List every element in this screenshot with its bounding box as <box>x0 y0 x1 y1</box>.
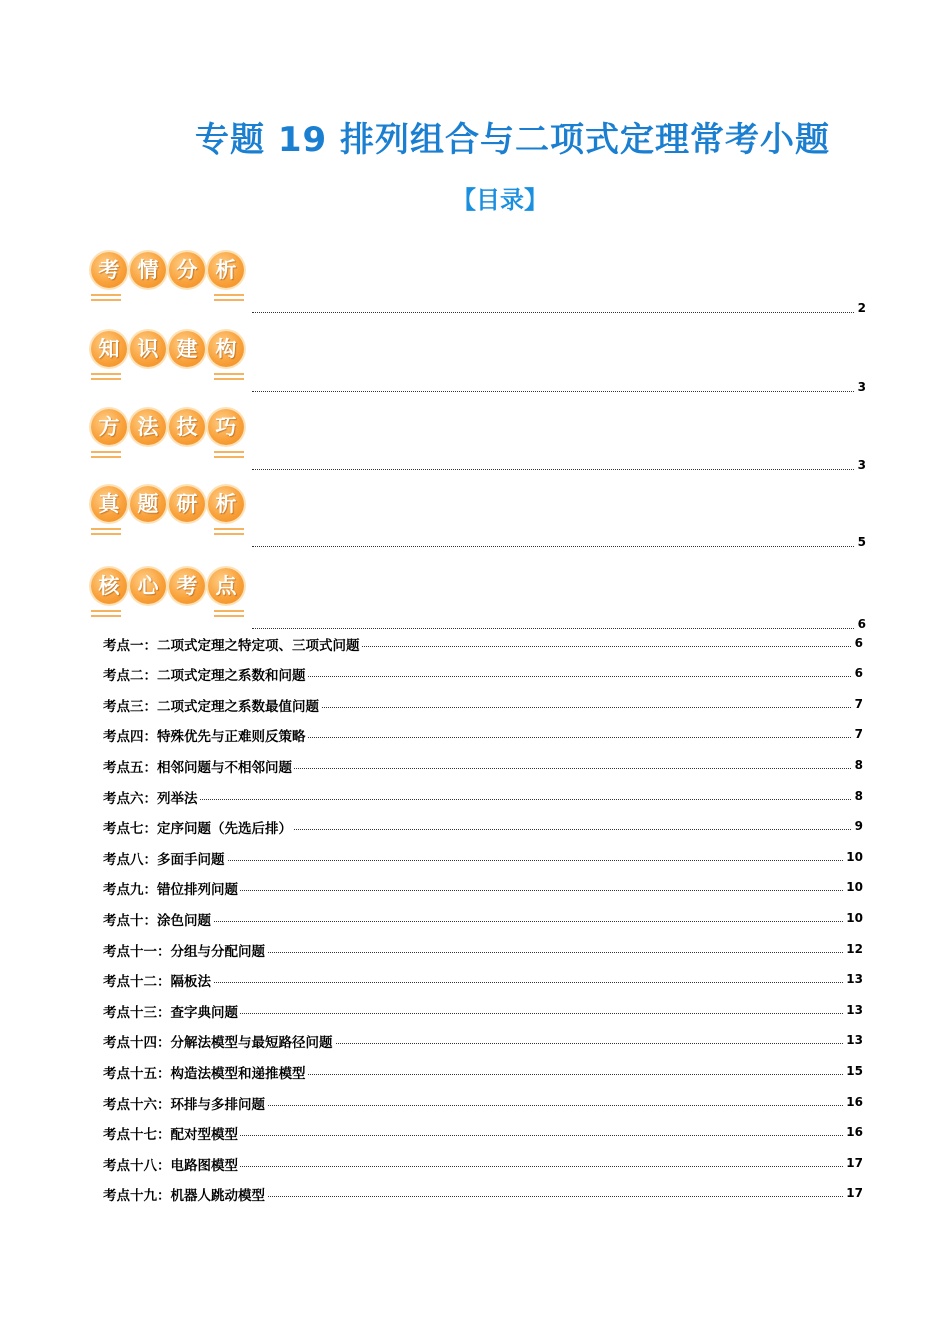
page-number: 17 <box>843 1156 863 1170</box>
badge-char: 考 <box>91 252 127 288</box>
page-number: 3 <box>855 458 866 472</box>
badge-char: 建 <box>169 331 205 367</box>
page-number: 7 <box>852 727 863 741</box>
badge-char: 知 <box>91 331 127 367</box>
toc-section-zhenti[interactable] <box>86 480 866 549</box>
badge-char: 分 <box>169 252 205 288</box>
badge-char: 研 <box>169 486 205 522</box>
badge-char: 法 <box>130 409 166 445</box>
entry-label: 考点十七：配对型模型 <box>103 1123 240 1143</box>
entry-label: 考点七：定序问题（先选后排） <box>103 817 294 837</box>
page-number: 16 <box>843 1095 863 1109</box>
badge-char: 核 <box>91 568 127 604</box>
badge-char: 析 <box>208 486 244 522</box>
entry-label: 考点十二：隔板法 <box>103 970 213 990</box>
dot-leader <box>252 377 866 392</box>
badge-decoration <box>91 373 121 380</box>
badge-decoration <box>214 610 244 617</box>
badge-char: 心 <box>130 568 166 604</box>
page-number: 6 <box>852 636 863 650</box>
page-number: 6 <box>852 666 863 680</box>
badge-decoration <box>91 294 121 301</box>
toc-entry[interactable] <box>103 970 863 988</box>
page-number: 12 <box>843 942 863 956</box>
entry-label: 考点十：涂色问题 <box>103 909 213 929</box>
toc-entry[interactable] <box>103 909 863 927</box>
toc-entry[interactable] <box>103 1184 863 1202</box>
entry-label: 考点十八：电路图模型 <box>103 1154 240 1174</box>
toc-entry[interactable] <box>103 1001 863 1019</box>
entry-label: 考点十五：构造法模型和递推模型 <box>103 1062 308 1082</box>
toc-entry[interactable] <box>103 848 863 866</box>
badge-decoration <box>91 451 121 458</box>
page-number: 7 <box>852 697 863 711</box>
toc-entry[interactable] <box>103 878 863 896</box>
badge-char: 识 <box>130 331 166 367</box>
badge-decoration <box>91 528 121 535</box>
dot-leader <box>103 799 863 800</box>
toc-section-hexin[interactable] <box>86 562 866 631</box>
toc-heading: 【目录】 <box>452 186 548 214</box>
section-badge-group <box>86 480 256 540</box>
page-number: 10 <box>843 880 863 894</box>
toc-entry[interactable] <box>103 1031 863 1049</box>
toc-entry[interactable] <box>103 1062 863 1080</box>
section-badge-group <box>86 403 256 463</box>
section-badge-group <box>86 562 256 622</box>
page-number: 16 <box>843 1125 863 1139</box>
toc-entry[interactable] <box>103 756 863 774</box>
page-number: 9 <box>852 819 863 833</box>
badge-decoration <box>214 373 244 380</box>
dot-leader <box>252 614 866 629</box>
toc-entry[interactable] <box>103 664 863 682</box>
entry-label: 考点五：相邻问题与不相邻问题 <box>103 756 294 776</box>
badge-char: 方 <box>91 409 127 445</box>
entry-label: 考点十一：分组与分配问题 <box>103 940 267 960</box>
toc-section-zhishi[interactable] <box>86 325 866 394</box>
page-number: 10 <box>843 850 863 864</box>
toc-section-kaoqing[interactable] <box>86 246 866 315</box>
toc-entry[interactable] <box>103 940 863 958</box>
toc-entry[interactable] <box>103 1123 863 1141</box>
badge-char: 巧 <box>208 409 244 445</box>
dot-leader <box>252 455 866 470</box>
badge-char: 考 <box>169 568 205 604</box>
toc-entry[interactable] <box>103 817 863 835</box>
toc-entry[interactable] <box>103 1154 863 1172</box>
entry-label: 考点三：二项式定理之系数最值问题 <box>103 695 321 715</box>
dot-leader <box>103 921 863 922</box>
badge-char: 真 <box>91 486 127 522</box>
entry-label: 考点八：多面手问题 <box>103 848 227 868</box>
page-number: 6 <box>855 617 866 631</box>
dot-leader <box>103 982 863 983</box>
badge-decoration <box>214 528 244 535</box>
entry-label: 考点十九：机器人跳动模型 <box>103 1184 267 1204</box>
page-number: 13 <box>843 972 863 986</box>
entry-label: 考点二：二项式定理之系数和问题 <box>103 664 308 684</box>
toc-entry[interactable] <box>103 787 863 805</box>
dot-leader <box>252 532 866 547</box>
entry-label: 考点九：错位排列问题 <box>103 878 240 898</box>
toc-entry[interactable] <box>103 634 863 652</box>
page-number: 2 <box>855 301 866 315</box>
entry-label: 考点六：列举法 <box>103 787 200 807</box>
badge-char: 情 <box>130 252 166 288</box>
page-number: 3 <box>855 380 866 394</box>
document-title: 专题 19 排列组合与二项式定理常考小题 <box>195 120 830 160</box>
badge-char: 技 <box>169 409 205 445</box>
badge-char: 题 <box>130 486 166 522</box>
entry-label: 考点一：二项式定理之特定项、三项式问题 <box>103 634 362 654</box>
toc-entry[interactable] <box>103 695 863 713</box>
badge-decoration <box>214 294 244 301</box>
entry-label: 考点十六：环排与多排问题 <box>103 1093 267 1113</box>
entry-label: 考点四：特殊优先与正难则反策略 <box>103 725 308 745</box>
badge-char: 析 <box>208 252 244 288</box>
entry-label: 考点十三：查字典问题 <box>103 1001 240 1021</box>
page-number: 5 <box>855 535 866 549</box>
toc-section-fangfa[interactable] <box>86 403 866 472</box>
page-number: 8 <box>852 789 863 803</box>
toc-entry[interactable] <box>103 1093 863 1111</box>
page-number: 10 <box>843 911 863 925</box>
page-number: 17 <box>843 1186 863 1200</box>
dot-leader <box>252 298 866 313</box>
page-number: 13 <box>843 1003 863 1017</box>
entry-label: 考点十四：分解法模型与最短路径问题 <box>103 1031 335 1051</box>
badge-decoration <box>91 610 121 617</box>
badge-char: 构 <box>208 331 244 367</box>
badge-char: 点 <box>208 568 244 604</box>
page-number: 8 <box>852 758 863 772</box>
page-number: 15 <box>843 1064 863 1078</box>
toc-entry[interactable] <box>103 725 863 743</box>
section-badge-group <box>86 325 256 385</box>
page-number: 13 <box>843 1033 863 1047</box>
badge-decoration <box>214 451 244 458</box>
section-badge-group <box>86 246 256 306</box>
